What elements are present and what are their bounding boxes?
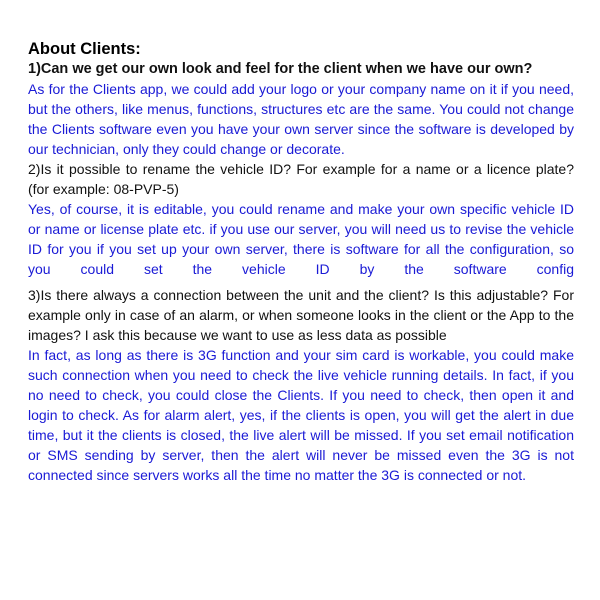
question-2: 2)Is it possible to rename the vehicle ID? For example for a name or a licence plate? (for example: 08-PVP-5) <box>28 161 574 197</box>
section-title: About Clients: <box>28 40 141 58</box>
question-3: 3)Is there always a connection between the unit and the client? Is this adjustable? For example only in case of an alarm, or when someone looks in the client or the App to the images? I ask this because we want to use as less data as possible <box>28 287 574 343</box>
answer-2: Yes, of course, it is editable, you could rename and make your own specific vehicle ID or name or license plate etc. if you use our server, you will need us to revise the vehicle ID for you if you set up your own server, there is software for all the configuration, so you could set the vehicle ID by the software config <box>28 201 574 277</box>
question-1: 1)Can we get our own look and feel for the client when we have our own? <box>28 61 533 77</box>
faq-document <box>28 40 574 485</box>
answer-3: In fact, as long as there is 3G function and your sim card is workable, you could make such connection when you need to check the live vehicle running details. In fact, if you no need to check, you could close the Clients. If you need to check, then open it and login to check. As for alarm alert, yes, if the clients is open, you will get the alert in due time, but it the clients is closed, the live alert will be missed. If you set email notification or SMS sending by server, then the alert will never be missed even the 3G is not connected since servers works all the time no matter the 3G is connected or not. <box>28 347 574 483</box>
answer-1: As for the Clients app, we could add your logo or your company name on it if you need, but the others, like menus, functions, structures etc are the same. You could not change the Clients software even you have your own server since the software is developed by our technician, only they could change or decorate. <box>28 81 574 157</box>
